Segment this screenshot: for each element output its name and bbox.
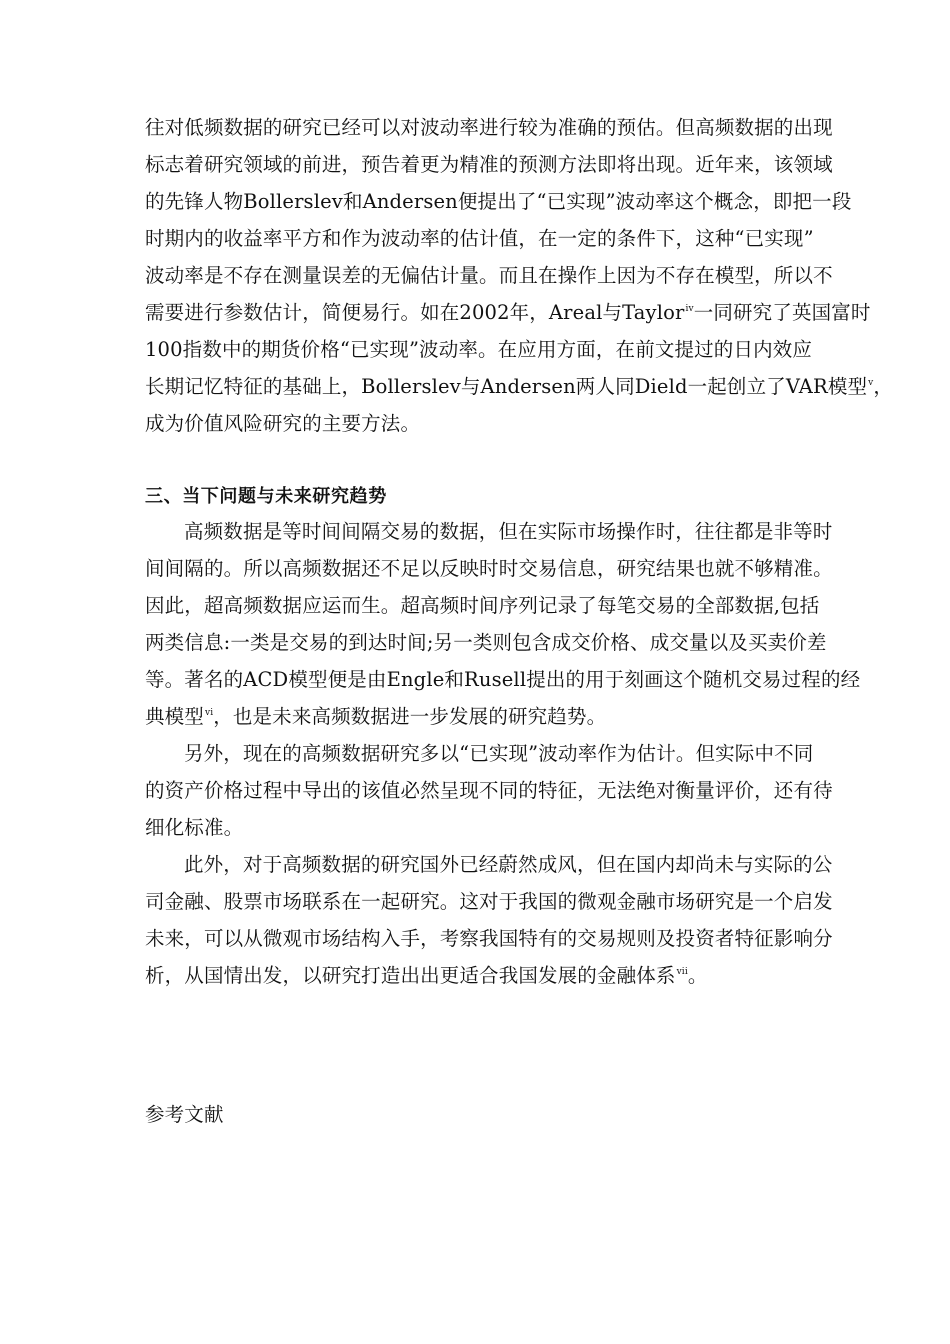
text-line: 司金融、股票市场联系在一起研究。这对于我国的微观金融市场研究是一个启发 xyxy=(145,890,833,913)
text-line xyxy=(145,964,815,988)
text-line: 成为价值风险研究的主要方法。 xyxy=(145,412,421,435)
text-line: 标志着研究领域的前进，预告着更为精准的预测方法即将出现。近年来，该领域 xyxy=(145,153,833,176)
text-run: ，也是未来高频数据进一步发展的研究趋势。 xyxy=(213,705,607,728)
text-run: 典模型 xyxy=(145,705,204,728)
text-line xyxy=(145,705,815,729)
endnote-marker: vi xyxy=(204,708,214,718)
text-run: 。 xyxy=(687,964,708,987)
text-line: 此外，对于高频数据的研究国外已经蔚然成风，但在国内却尚未与实际的公 xyxy=(184,853,833,876)
text-line: 波动率是不存在测量误差的无偏估计量。而且在操作上因为不存在模型，所以不 xyxy=(145,264,833,287)
text-line: 时期内的收益率平方和作为波动率的估计值，在一定的条件下，这种“已实现” xyxy=(145,227,814,250)
text-line: 未来，可以从微观市场结构入手，考察我国特有的交易规则及投资者特征影响分 xyxy=(145,927,833,950)
text-line: 的资产价格过程中导出的该值必然呈现不同的特征，无法绝对衡量评价，还有待 xyxy=(145,779,833,802)
text-run: ， xyxy=(873,375,894,398)
text-line: 100指数中的期货价格“已实现”波动率。在应用方面，在前文提过的日内效应 xyxy=(145,338,813,361)
text-line: 两类信息:一类是交易的到达时间;另一类则包含成交价格、成交量以及买卖价差 xyxy=(145,631,827,654)
text-line xyxy=(145,375,894,399)
text-run: 析，从国情出发，以研究打造出出更适合我国发展的金融体系 xyxy=(145,964,676,987)
text-line: 的先锋人物Bollerslev和Andersen便提出了“已实现”波动率这个概念，即把一段 xyxy=(145,190,852,213)
text-run: 长期记忆特征的基础上，Bollerslev与Andersen两人同Dield一起创立了VAR模型 xyxy=(145,375,868,398)
text-line: 间间隔的。所以高频数据还不足以反映时时交易信息，研究结果也就不够精准。 xyxy=(145,557,833,580)
text-line: 往对低频数据的研究已经可以对波动率进行较为准确的预估。但高频数据的出现 xyxy=(145,116,833,139)
endnote-marker: iv xyxy=(685,304,694,314)
endnote-marker: v xyxy=(868,378,874,388)
text-run: 需要进行参数估计，简便易行。如在2002年，Areal与Taylor xyxy=(145,301,685,324)
text-run: 一同研究了英国富时 xyxy=(693,301,871,324)
text-line: 另外，现在的高频数据研究多以“已实现”波动率作为估计。但实际中不同 xyxy=(184,742,814,765)
text-line xyxy=(145,301,871,325)
section-heading: 三、当下问题与未来研究趋势 xyxy=(145,486,387,507)
text-line: 因此，超高频数据应运而生。超高频时间序列记录了每笔交易的全部数据,包括 xyxy=(145,594,820,617)
text-line: 细化标准。 xyxy=(145,816,244,839)
references-heading: 参考文献 xyxy=(145,1103,224,1126)
text-line: 高频数据是等时间间隔交易的数据，但在实际市场操作时，往往都是非等时 xyxy=(184,520,833,543)
text-line: 等。著名的ACD模型便是由Engle和Rusell提出的用于刻画这个随机交易过程的经 xyxy=(145,668,861,691)
endnote-marker: vii xyxy=(676,967,688,977)
